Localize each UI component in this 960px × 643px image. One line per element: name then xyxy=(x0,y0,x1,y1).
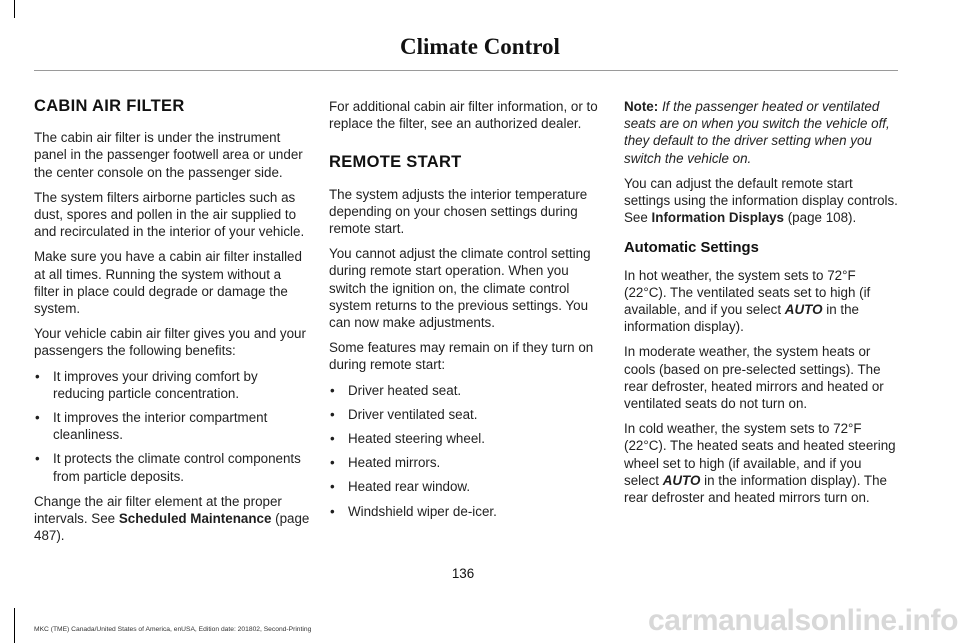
bullet-icon: • xyxy=(35,451,40,467)
xref-information-displays[interactable]: Information Displays xyxy=(651,210,784,226)
paragraph: Your vehicle cabin air filter gives you and your passengers the following benefits: xyxy=(34,326,306,359)
list-item: • Heated rear window. xyxy=(330,479,471,495)
list-item: • It improves the interior compartment cleanliness. xyxy=(35,410,268,443)
auto-label: AUTO xyxy=(784,302,823,318)
list-item: • Driver ventilated seat. xyxy=(330,406,478,422)
remote-start-features-list xyxy=(329,382,605,520)
column-1 xyxy=(34,98,310,552)
section-heading-cabin-air-filter: CABIN AIR FILTER xyxy=(34,97,185,115)
page-number: 136 xyxy=(451,566,475,581)
watermark: carmanualsonline.info xyxy=(648,604,958,637)
paragraph: You cannot adjust the climate control setting during remote start operation. When you switch the ignition on, the climate control system returns to the previous settings. You can now make adjustments. xyxy=(329,246,591,331)
paragraph: The system adjusts the interior temperature depending on your chosen settings during remote start. xyxy=(329,186,588,237)
paragraph: The cabin air filter is under the instrument panel in the passenger footwell area or under the center console on the passenger side. xyxy=(34,130,303,180)
section-heading-remote-start: REMOTE START xyxy=(329,153,462,172)
bullet-icon: • xyxy=(35,368,40,384)
paragraph: Make sure you have a cabin air filter installed at all times. Running the system without a filter in place could degrade or damage the system. xyxy=(34,249,302,317)
bullet-icon: • xyxy=(330,382,335,398)
paragraph: For additional cabin air filter information, or to replace the filter, see an authorized dealer. xyxy=(329,99,598,132)
column-3 xyxy=(624,98,900,514)
list-item: • It improves your driving comfort by reducing particle concentration. xyxy=(35,368,258,401)
paragraph: In hot weather, the system sets to 72°F (22°C). The ventilated seats set to high (if available, and if you select AUTO in the information display). xyxy=(624,267,871,335)
header-divider xyxy=(34,70,898,71)
list-item: • Heated steering wheel. xyxy=(330,431,485,447)
bullet-icon: • xyxy=(330,503,335,519)
note-text: If the passenger heated or ventilated seats are on when you switch the vehicle off, they default to the driver setting when you switch the vehicle on. xyxy=(624,99,890,166)
bullet-icon: • xyxy=(330,406,335,422)
bullet-icon: • xyxy=(330,431,335,447)
crop-mark-bottom-left xyxy=(14,608,15,643)
bullet-icon: • xyxy=(35,410,40,426)
list-item: • It protects the climate control components from particle deposits. xyxy=(35,451,301,484)
xref-scheduled-maintenance[interactable]: Scheduled Maintenance xyxy=(118,511,272,527)
paragraph: The system filters airborne particles such as dust, spores and pollen in the air supplied to and recirculated in the interior of your vehicle. xyxy=(34,189,305,240)
bullet-icon: • xyxy=(330,479,335,495)
bullet-icon: • xyxy=(330,455,335,471)
paragraph: Some features may remain on if they turn on during remote start: xyxy=(329,340,594,373)
benefits-list xyxy=(34,368,310,485)
page-title: Climate Control xyxy=(400,34,560,59)
crop-mark-top-left xyxy=(14,0,15,18)
paragraph: In cold weather, the system sets to 72°F (22°C). The heated seats and heated steering wheel set to high (if available, and if you select AUTO in the information display). The rear defroster and heated mirrors turn on. xyxy=(624,421,896,506)
paragraph: You can adjust the default remote start settings using the information display controls. See Information Displays (page 108). xyxy=(624,175,898,226)
list-item: • Windshield wiper de-icer. xyxy=(330,503,497,519)
list-item: • Driver heated seat. xyxy=(330,382,462,398)
subheading-automatic-settings: Automatic Settings xyxy=(624,240,759,257)
note xyxy=(624,98,900,167)
footer-edition-info: MKC (TME) Canada/United States of America, enUSA, Edition date: 201802, Second-Printing xyxy=(34,626,312,633)
paragraph: In moderate weather, the system heats or cools (based on pre-selected settings). The rear defroster, heated mirrors and heated or ventilated seats do not turn on. xyxy=(624,344,884,412)
paragraph: Change the air filter element at the proper intervals. See Scheduled Maintenance (page 487). xyxy=(34,493,310,544)
note-label: Note: xyxy=(624,99,659,114)
auto-label: AUTO xyxy=(662,472,701,488)
column-2 xyxy=(329,98,605,528)
list-item: • Heated mirrors. xyxy=(330,455,441,471)
